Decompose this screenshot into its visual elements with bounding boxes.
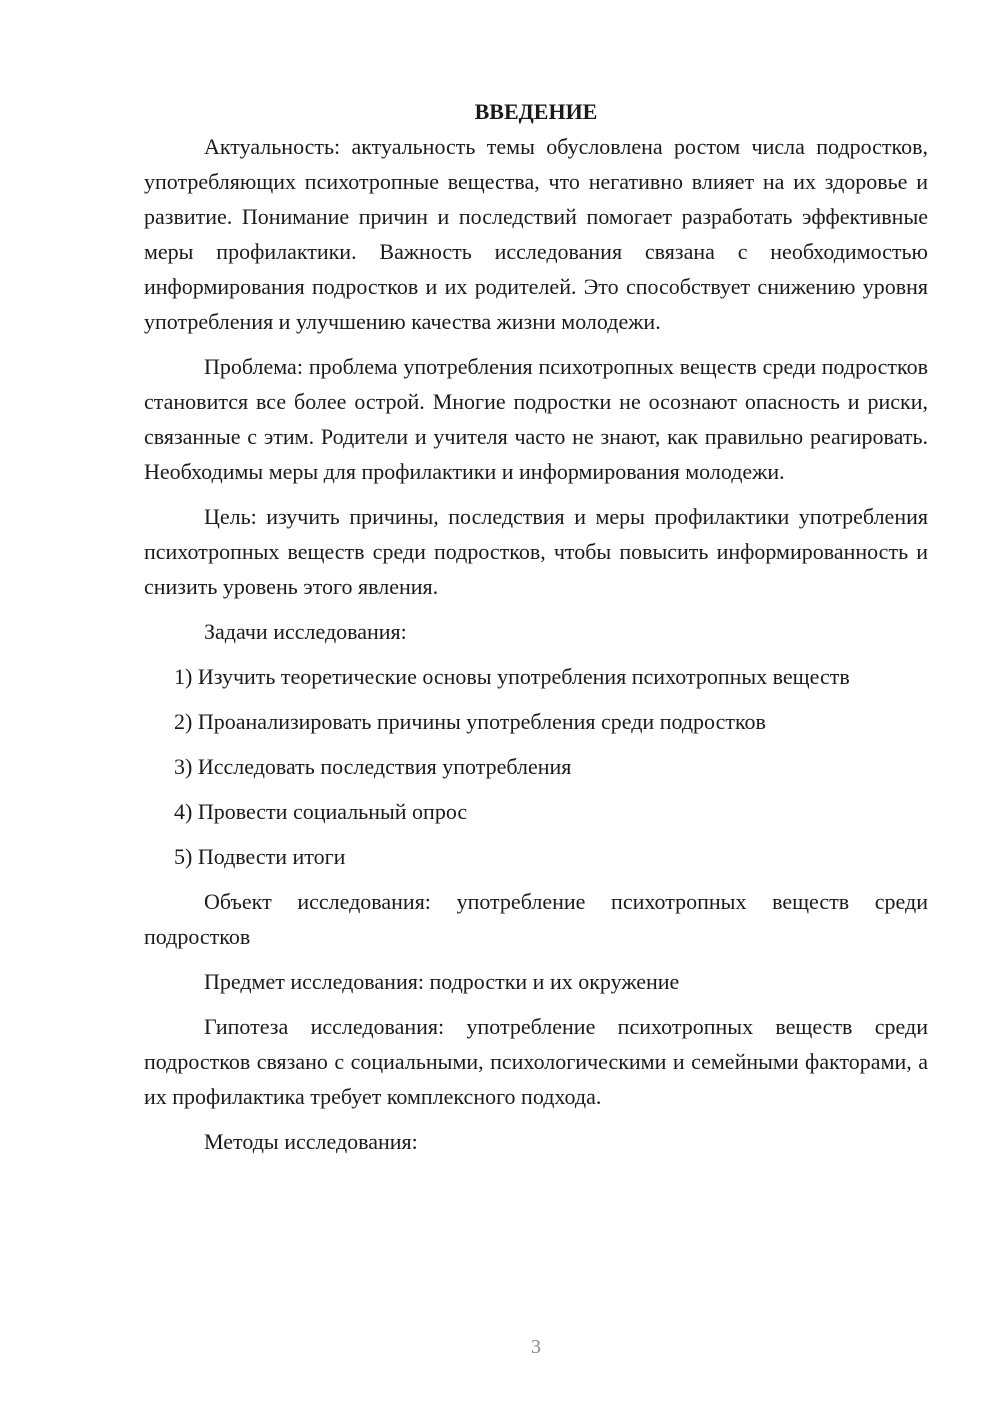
problem-paragraph: Проблема: проблема употребления психотропных веществ среди подростков становится все более острой. Многие подростки не осознают опасность и риски, связанные с этим. Родители и учителя часто не знают, как правильно реагировать. Необходимы меры для профилактики и информирования молодежи. [144,354,928,484]
list-item: 5) Подвести итоги [174,844,346,869]
list-item: 4) Провести социальный опрос [174,799,468,824]
list-item: 2) Проанализировать причины употребления среди подростков [174,709,766,734]
tasks-list [144,659,928,874]
tasks-heading: Задачи исследования: [204,619,407,644]
goal-paragraph: Цель: изучить причины, последствия и меры профилактики употребления психотропных веществ среди подростков, чтобы повысить информированность и снизить уровень этого явления. [144,504,928,599]
page-content [144,94,928,1159]
list-item: 1) Изучить теоретические основы употребления психотропных веществ [174,664,850,689]
relevance-paragraph: Актуальность: актуальность темы обусловлена ростом числа подростков, употребляющих психотропные вещества, что негативно влияет на их здоровье и развитие. Понимание причин и последствий помогает разработать эффективные меры профилактики. Важность исследования связана с необходимостью информирования подростков и их родителей. Это способствует снижению уровня употребления и улучшению качества жизни молодежи. [144,134,928,334]
list-item: 3) Исследовать последствия употребления [174,754,572,779]
hypothesis-paragraph: Гипотеза исследования: употребление психотропных веществ среди подростков связано с социальными, психологическими и семейными факторами, а их профилактика требует комплексного подхода. [144,1014,928,1109]
page-number: 3 [531,1336,541,1358]
object-paragraph: Объект исследования: употребление психотропных веществ среди подростков [144,889,928,949]
methods-heading: Методы исследования: [204,1129,418,1154]
subject-paragraph: Предмет исследования: подростки и их окружение [204,969,680,994]
page-title: ВВЕДЕНИЕ [474,99,598,124]
